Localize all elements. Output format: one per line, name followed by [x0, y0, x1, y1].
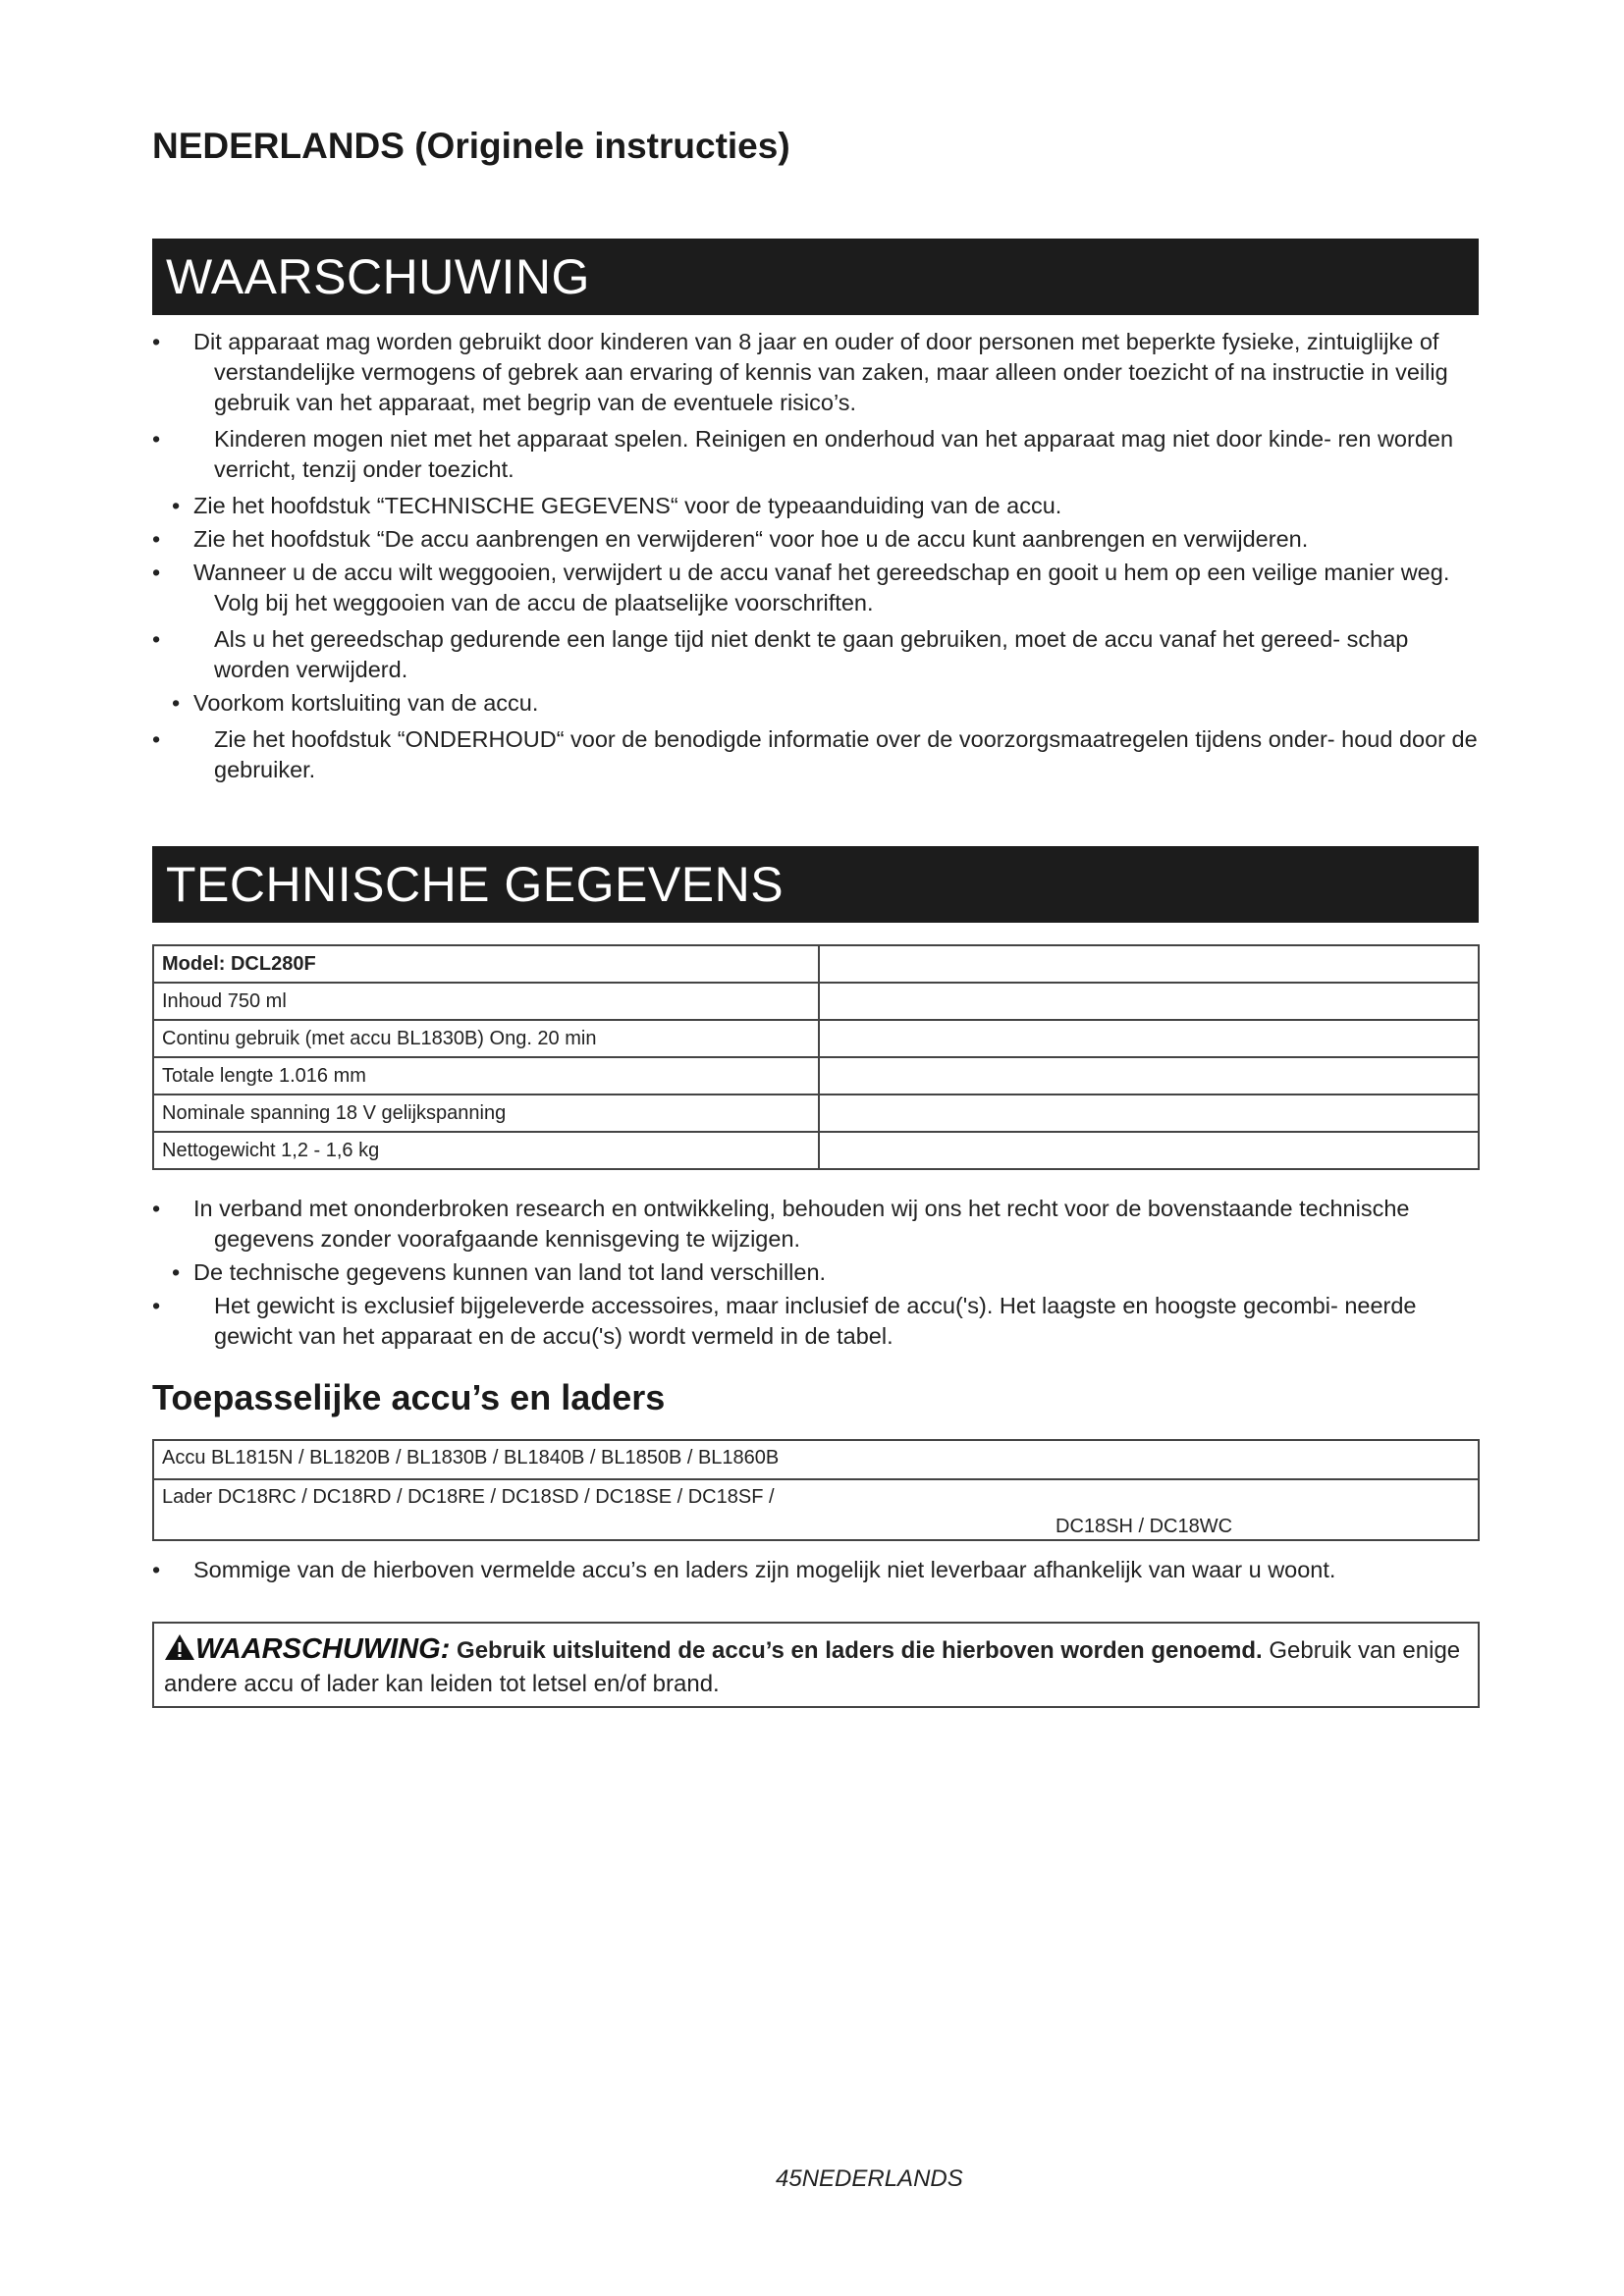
list-item: • Wanneer u de accu wilt weggooien, verwijdert u de accu vanaf het gereedschap en gooit u hem op een veilige manier weg. Volg bij het weggooien van de accu de plaatselijke voorschriften.	[152, 560, 1450, 615]
accessories-note-list	[152, 1555, 1488, 1588]
list-item: • Zie het hoofdstuk “ONDERHOUD“ voor de benodigde informatie over de voorzorgsmaatregelen tijdens onder- houd door de gebruiker.	[152, 726, 1478, 782]
table-row: Inhoud 750 ml	[153, 983, 1479, 1020]
list-item: • Als u het gereedschap gedurende een lange tijd niet denkt te gaan gebruiken, moet de accu vanaf het gereed- schap worden verwijderd.	[152, 626, 1409, 682]
accessories-heading: Toepasselijke accu’s en laders	[152, 1377, 666, 1417]
list-item: • In verband met ononderbroken research en ontwikkeling, behouden wij ons het recht voor de bovenstaande technische gegevens zonder voorafgaande kennisgeving te wijzigen.	[152, 1196, 1410, 1252]
list-item: • Voorkom kortsluiting van de accu.	[172, 690, 539, 716]
list-item: • Het gewicht is exclusief bijgeleverde accessoires, maar inclusief de accu('s). Het laagste en hoogste gecombi- neerde gewicht van het apparaat en de accu('s) wordt vermeld in de tabel.	[152, 1293, 1417, 1349]
table-row: Nettogewicht 1,2 - 1,6 kg	[153, 1132, 1479, 1169]
final-warning-strong: Gebruik uitsluitend de accu’s en laders die hierboven worden genoemd.	[457, 1637, 1263, 1664]
list-item: • De technische gegevens kunnen van land tot land verschillen.	[172, 1259, 827, 1285]
list-item: • Kinderen mogen niet met het apparaat spelen. Reinigen en onderhoud van het apparaat mag niet door kinde- ren worden verricht, tenzij onder toezicht.	[152, 426, 1454, 482]
final-warning-box	[152, 1622, 1480, 1708]
page-footer: 45NEDERLANDS	[776, 2165, 963, 2192]
specs-section-title: TECHNISCHE GEGEVENS	[152, 846, 1479, 923]
specs-notes-list	[152, 1194, 1488, 1355]
list-item: • Dit apparaat mag worden gebruikt door kinderen van 8 jaar en ouder of door personen met beperkte fysieke, zintuiglijke of verstandelijke vermogens of gebrek aan ervaring of kennis van zaken, maar alleen onder toezicht of na instructie in veilig gebruik van het apparaat, met begrip van de eventuele risico’s.	[152, 329, 1448, 415]
final-warning-label: WAARSCHUWING:	[195, 1633, 451, 1665]
final-warning-text: Gebruik van enige andere accu of lader kan leiden tot letsel en/of brand.	[164, 1637, 1461, 1697]
list-item: • Zie het hoofdstuk “TECHNISCHE GEGEVENS“ voor de typeaanduiding van de accu.	[172, 493, 1062, 518]
warning-bullet-list	[152, 327, 1488, 788]
warning-triangle-icon	[164, 1633, 195, 1669]
accessories-table	[152, 1439, 1480, 1541]
table-row: Lader DC18RC / DC18RD / DC18RE / DC18SD / DC18SE / DC18SF / DC18SH / DC18WC	[153, 1479, 1479, 1540]
table-row: Nominale spanning 18 V gelijkspanning	[153, 1095, 1479, 1132]
table-row: Continu gebruik (met accu BL1830B) Ong. 20 min	[153, 1020, 1479, 1057]
table-row: Model: DCL280F	[153, 945, 1479, 983]
list-item: • Zie het hoofdstuk “De accu aanbrengen en verwijderen“ voor hoe u de accu kunt aanbrengen en verwijderen.	[152, 526, 1309, 552]
table-row: Totale lengte 1.016 mm	[153, 1057, 1479, 1095]
page-language-header: NEDERLANDS (Originele instructies)	[152, 126, 790, 166]
specs-table	[152, 944, 1480, 1170]
warning-section-title: WAARSCHUWING	[152, 239, 1479, 315]
table-row: Accu BL1815N / BL1820B / BL1830B / BL1840B / BL1850B / BL1860B	[153, 1440, 1479, 1479]
list-item: • Sommige van de hierboven vermelde accu’s en laders zijn mogelijk niet leverbaar afhankelijk van waar u woont.	[152, 1557, 1336, 1582]
